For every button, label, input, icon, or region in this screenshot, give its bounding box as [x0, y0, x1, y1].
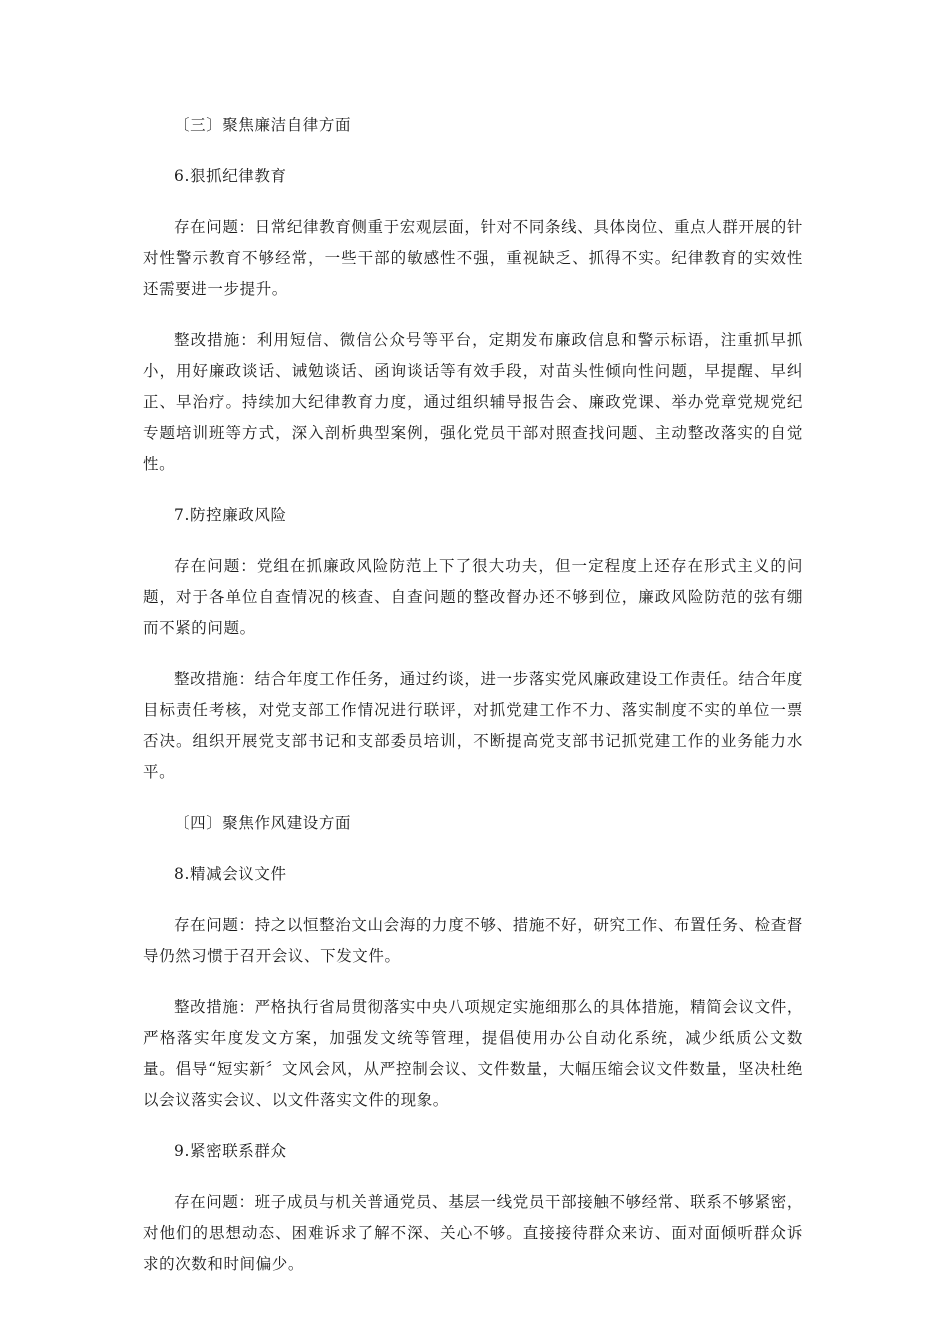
- item-heading-6: 6.狠抓纪律教育: [174, 167, 287, 185]
- item-heading-9: 9.紧密联系群众: [174, 1142, 287, 1160]
- paragraph-measure-8: 整改措施：严格执行省局贯彻落实中央八项规定实施细那么的具体措施，精简会议文件，严格落实年度发文方案，加强发文统等管理，提倡使用办公自动化系统，减少纸质公文数量。倡导“短实新〞文风会风，从严控制会议、文件数量，大幅压缩会议文件数量，坚决杜绝以会议落实会议、以文件落实文件的现象。: [143, 998, 803, 1109]
- item-heading-7: 7.防控廉政风险: [174, 506, 287, 524]
- item-heading-8: 8.精减会议文件: [174, 865, 287, 883]
- paragraph-problem-9: 存在问题：班子成员与机关普通党员、基层一线党员干部接触不够经常、联系不够紧密，对他们的思想动态、困难诉求了解不深、关心不够。直接接待群众来访、面对面倾听群众诉求的次数和时间偏少。: [143, 1193, 803, 1273]
- paragraph-measure-6: 整改措施：利用短信、微信公众号等平台，定期发布廉政信息和警示标语，注重抓早抓小，用好廉政谈话、诫勉谈话、函询谈话等有效手段，对苗头性倾向性问题，早提醒、早纠正、早治疗。持续加大纪律教育力度，通过组织辅导报告会、廉政党课、举办党章党规党纪专题培训班等方式，深入剖析典型案例，强化党员干部对照查找问题、主动整改落实的自觉性。: [143, 331, 803, 473]
- document-body: [143, 110, 803, 1300]
- section-heading-three: 〔三〕聚焦廉洁自律方面: [174, 116, 352, 134]
- section-heading-four: 〔四〕聚焦作风建设方面: [174, 814, 352, 832]
- paragraph-problem-7: 存在问题：党组在抓廉政风险防范上下了很大功夫，但一定程度上还存在形式主义的问题，对于各单位自查情况的核查、自查问题的整改督办还不够到位，廉政风险防范的弦有绷而不紧的问题。: [143, 557, 803, 637]
- paragraph-problem-6: 存在问题：日常纪律教育侧重于宏观层面，针对不同条线、具体岗位、重点人群开展的针对性警示教育不够经常，一些干部的敏感性不强，重视缺乏、抓得不实。纪律教育的实效性还需要进一步提升。: [143, 218, 803, 298]
- paragraph-measure-7: 整改措施：结合年度工作任务，通过约谈，进一步落实党风廉政建设工作责任。结合年度目标责任考核，对党支部工作情况进行联评，对抓党建工作不力、落实制度不实的单位一票否决。组织开展党支部书记和支部委员培训，不断提高党支部书记抓党建工作的业务能力水平。: [143, 670, 803, 781]
- paragraph-problem-8: 存在问题：持之以恒整治文山会海的力度不够、措施不好，研究工作、布置任务、检查督导仍然习惯于召开会议、下发文件。: [143, 916, 803, 965]
